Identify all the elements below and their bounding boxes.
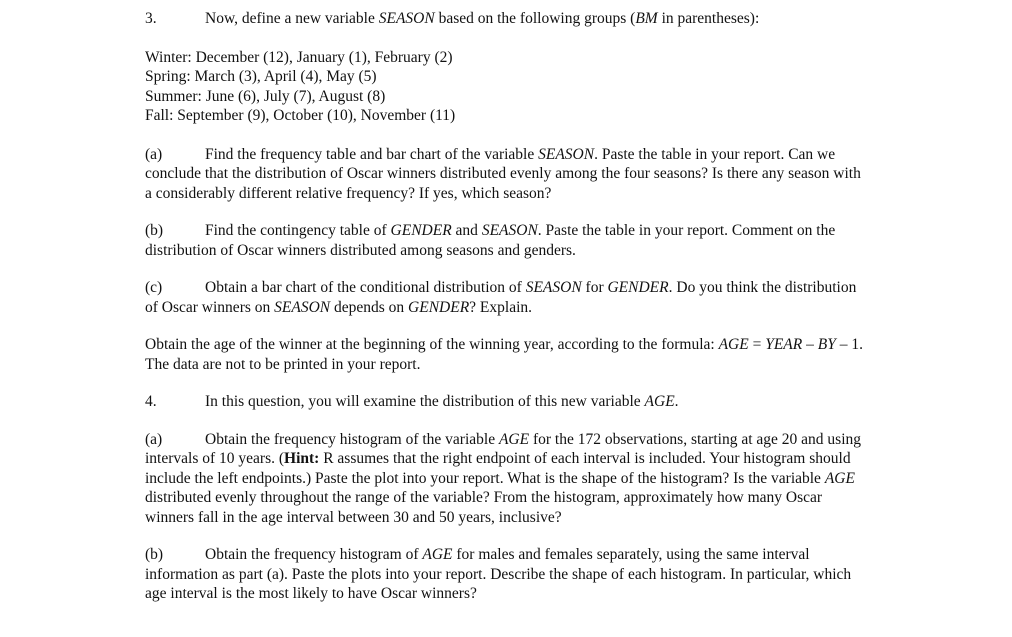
spacer	[145, 260, 870, 278]
variable-season: SEASON	[538, 145, 595, 163]
question-3-text: Now, define a new variable	[205, 10, 379, 27]
document-page	[145, 9, 870, 604]
season-groups-list	[145, 48, 870, 126]
question-text: Obtain the frequency histogram of	[205, 546, 423, 563]
paragraph-text: –	[802, 336, 818, 353]
variable-gender: GENDER	[607, 279, 669, 296]
question-text: distributed evenly throughout the range of the variable? From the histogram, approximately how many Oscar winners fall in the age interval between 30 and 50 years, inclusive?	[145, 489, 823, 526]
season-fall: Fall: September (9), October (10), November (11)	[145, 107, 456, 124]
variable-age: AGE	[422, 546, 453, 563]
part-label: (b)	[145, 222, 164, 239]
question-3b	[145, 221, 870, 260]
question-text: depends on	[330, 298, 409, 316]
variable-season: SEASON	[481, 222, 538, 239]
spacer	[145, 29, 870, 48]
question-4-text: .	[674, 393, 679, 410]
question-4b	[145, 545, 870, 604]
question-4-number: 4.	[145, 393, 157, 410]
variable-age: AGE	[718, 336, 749, 353]
spacer	[145, 374, 870, 392]
question-text: Obtain a bar chart of the conditional distribution of	[205, 279, 526, 296]
question-text: Find the contingency table of	[205, 222, 391, 239]
season-summer: Summer: June (6), July (7), August (8)	[145, 87, 386, 105]
question-text: Obtain the frequency histogram of the variable	[205, 430, 499, 448]
spacer	[145, 317, 870, 335]
question-4-heading	[145, 392, 870, 412]
question-3-number: 3.	[145, 10, 157, 27]
question-text: . Do you think the distribution of Oscar winners on	[145, 279, 857, 316]
question-3-heading	[145, 9, 870, 29]
hint-label: Hint:	[284, 450, 320, 467]
variable-season: SEASON	[378, 10, 435, 27]
part-label: (a)	[145, 145, 163, 163]
spacer	[145, 527, 870, 545]
age-formula-paragraph	[145, 335, 870, 374]
variable-year: YEAR	[765, 336, 803, 353]
question-4-text: In this question, you will examine the distribution of this new variable	[205, 393, 645, 410]
question-text: ? Explain.	[469, 298, 533, 316]
season-spring: Spring: March (3), April (4), May (5)	[145, 68, 377, 85]
question-4a	[145, 430, 870, 528]
question-text: . Paste the table in your report. Comment on the distribution of Oscar winners distributed among seasons and genders.	[145, 222, 836, 259]
variable-gender: GENDER	[408, 298, 470, 316]
question-text: Find the frequency table and bar chart of the variable	[205, 145, 539, 163]
variable-bm: BM	[635, 10, 658, 27]
variable-gender: GENDER	[390, 222, 452, 239]
variable-age: AGE	[644, 393, 675, 410]
question-3a	[145, 145, 870, 204]
question-3-text: in parentheses):	[657, 10, 760, 27]
question-text: and	[451, 222, 482, 239]
question-text: for	[581, 279, 608, 296]
part-label: (a)	[145, 430, 163, 448]
variable-season: SEASON	[274, 298, 331, 316]
question-3c	[145, 278, 870, 317]
variable-age: AGE	[824, 469, 855, 487]
variable-age: AGE	[498, 430, 530, 448]
spacer	[145, 203, 870, 221]
season-winter: Winter: December (12), January (1), February (2)	[145, 48, 453, 66]
variable-by: BY	[817, 336, 836, 353]
question-text: R assumes that the right endpoint of each interval is included. Your histogram should include the left endpoints.) Paste the plot into your report. What is the shape of the histogram? Is the variable	[145, 450, 851, 487]
paragraph-text: Obtain the age of the winner at the beginning of the winning year, according to the formula:	[145, 336, 719, 353]
question-text: for the 172 observations, starting at age 20 and using intervals of 10 years. (	[145, 430, 861, 467]
question-text: . Paste the table in your report. Can we conclude that the distribution of Oscar winners distributed evenly among the four seasons? Is there any season with a considerably different relative frequency? If yes, which season?	[145, 145, 861, 202]
part-label: (b)	[145, 546, 164, 563]
spacer	[145, 412, 870, 430]
paragraph-text: =	[748, 336, 766, 353]
part-label: (c)	[145, 279, 163, 296]
question-text: for males and females separately, using the same interval information as part (a). Paste the plots into your report. Describe the shape of each histogram. In particular, which age interval is the most likely to have Oscar winners?	[145, 546, 852, 602]
question-3-text: based on the following groups (	[434, 10, 636, 27]
spacer	[145, 126, 870, 145]
variable-season: SEASON	[525, 279, 582, 296]
paragraph-text: – 1. The data are not to be printed in your report.	[145, 336, 863, 373]
